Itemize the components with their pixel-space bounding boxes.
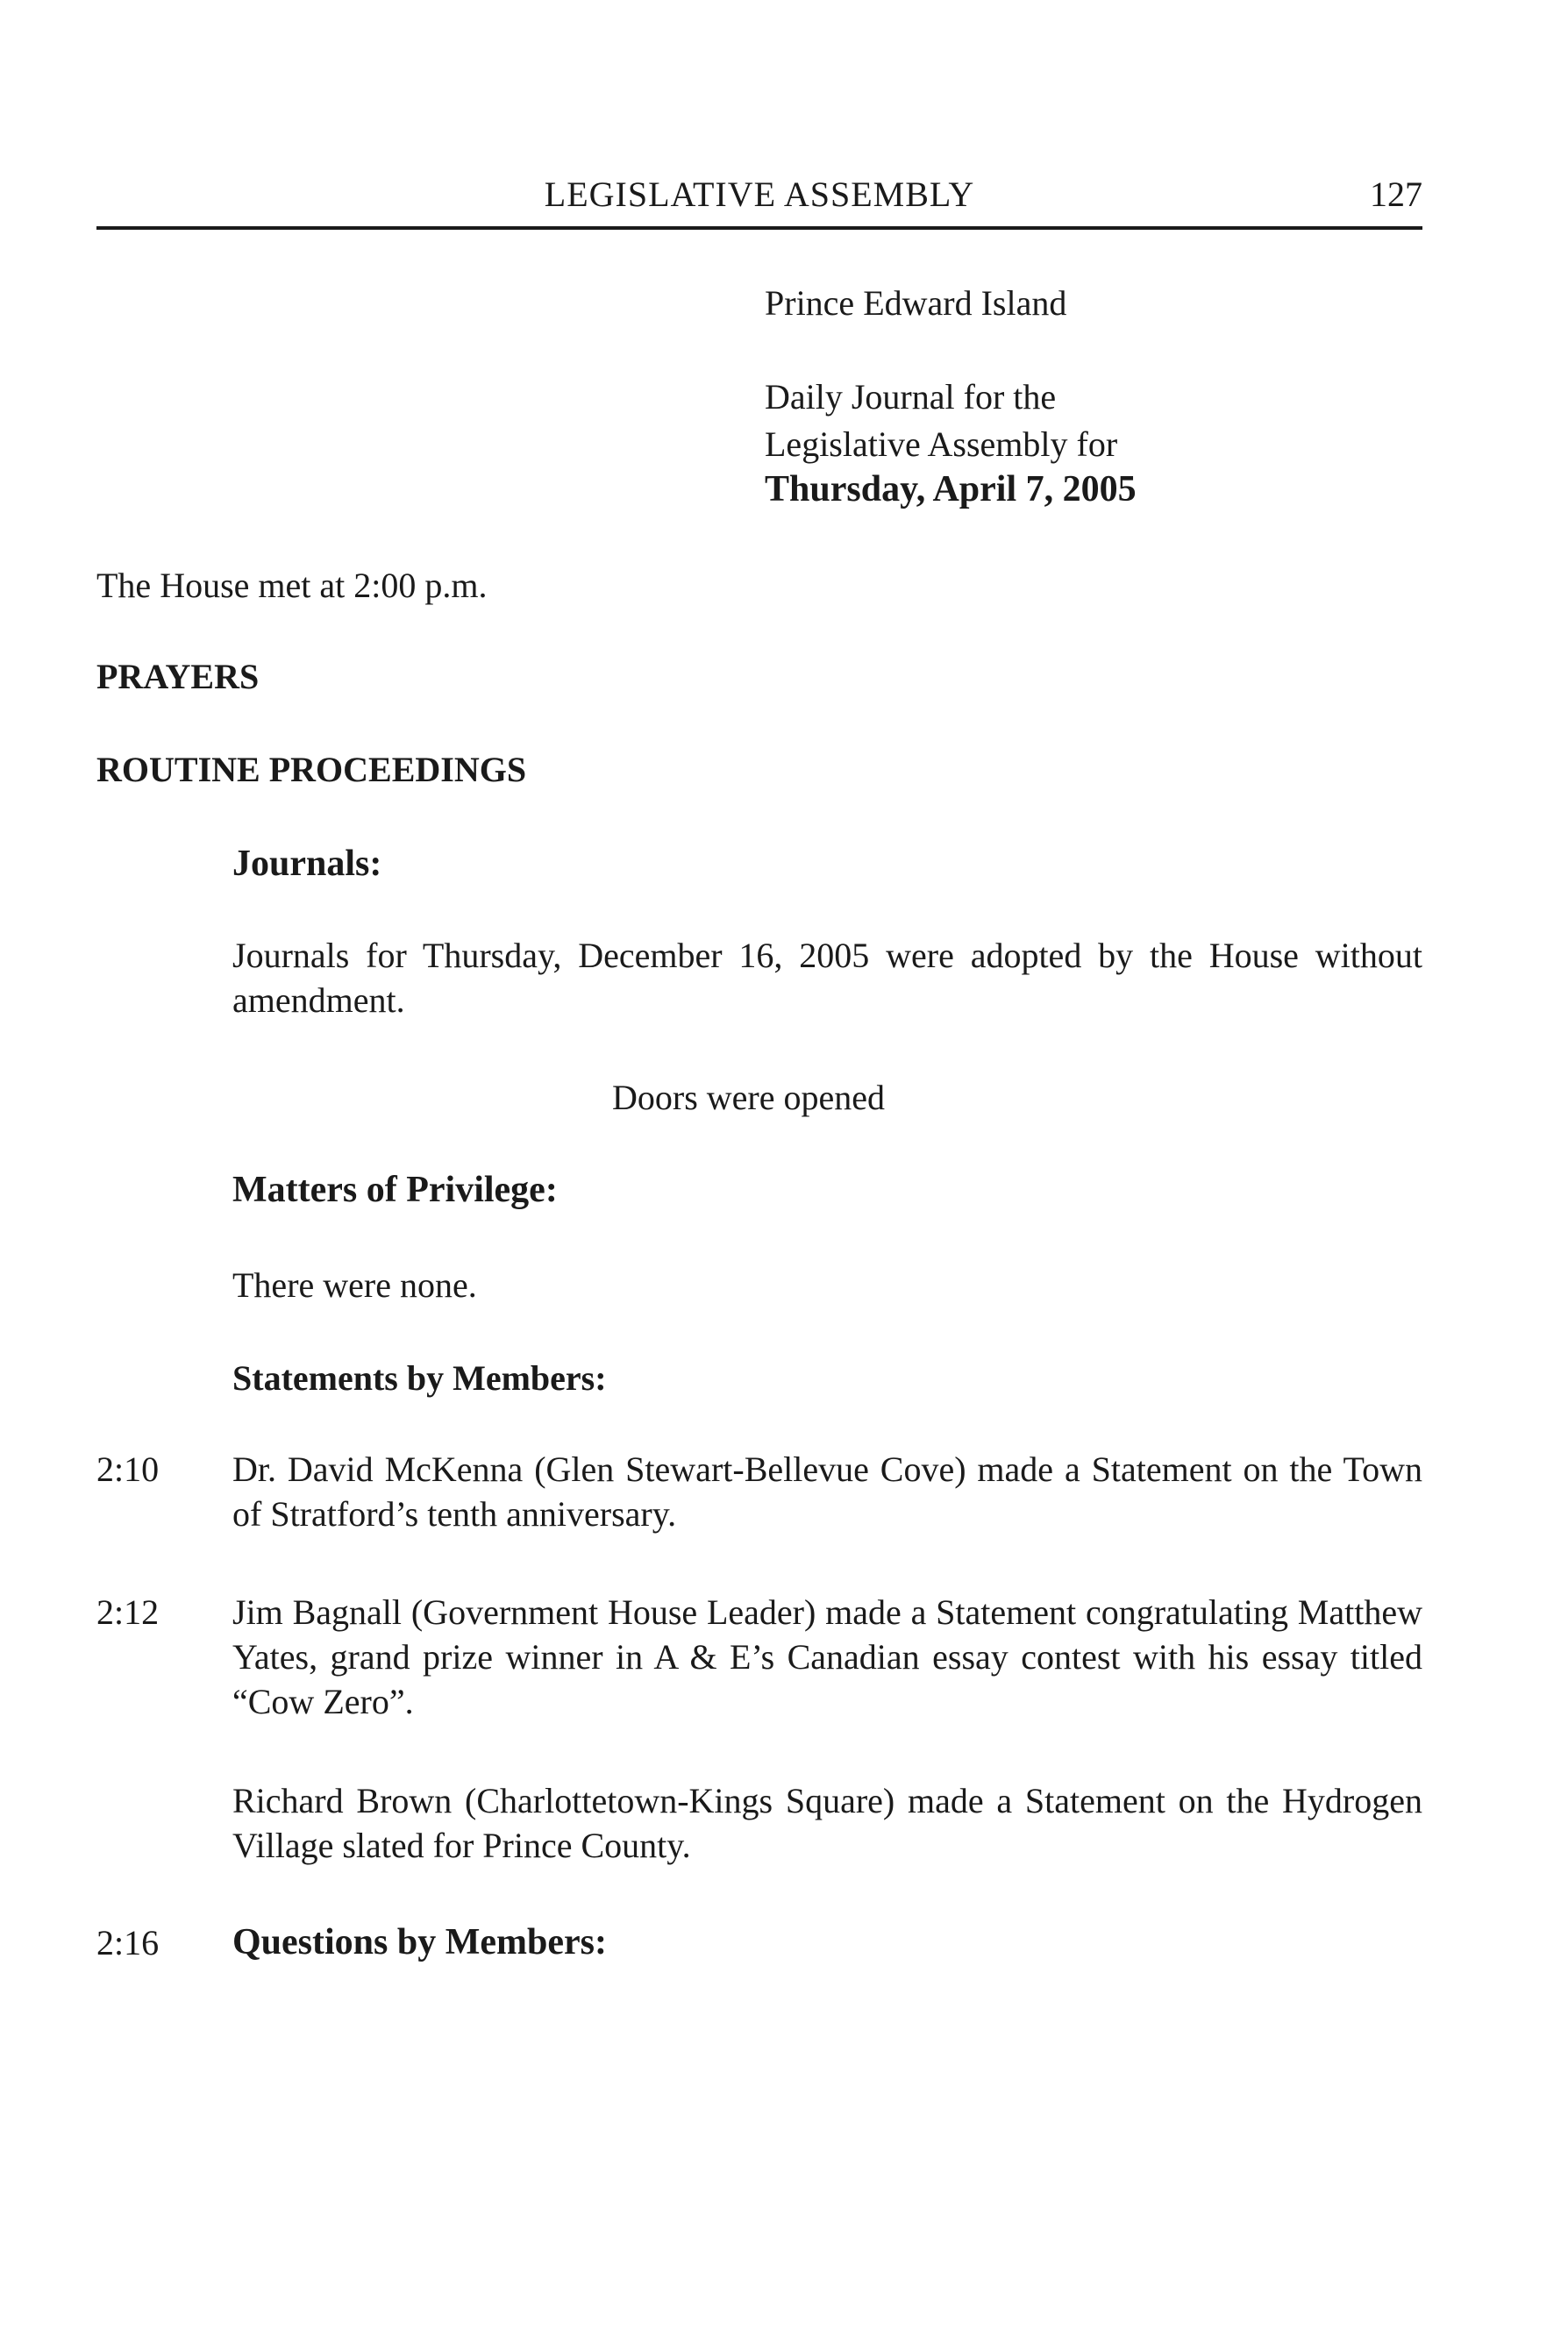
statement-text: Richard Brown (Charlottetown-Kings Square) made a Statement on the Hydrogen Village slated for Prince County. xyxy=(232,1781,1422,1865)
routine-proceedings-heading: ROUTINE PROCEEDINGS xyxy=(96,750,527,789)
province-name: Prince Edward Island xyxy=(765,283,1067,323)
statement-time: 2:12 xyxy=(96,1592,160,1632)
journal-title-line1: Daily Journal for the xyxy=(765,377,1057,417)
statement-text: Dr. David McKenna (Glen Stewart-Bellevue Cove) made a Statement on the Town of Stratford’s tenth anniversary. xyxy=(232,1449,1422,1534)
running-header xyxy=(96,174,1422,230)
questions-heading: Questions by Members: xyxy=(232,1922,607,1962)
prayers-heading: PRAYERS xyxy=(96,657,260,696)
statement-time: 2:10 xyxy=(96,1449,160,1489)
privilege-heading: Matters of Privilege: xyxy=(232,1170,558,1210)
journal-title-line2: Legislative Assembly for xyxy=(765,424,1118,464)
page-number: 127 xyxy=(1370,174,1422,214)
doors-opened-note: Doors were opened xyxy=(612,1078,885,1117)
questions-time: 2:16 xyxy=(96,1923,160,1962)
statements-heading: Statements by Members: xyxy=(232,1358,607,1398)
privilege-text: There were none. xyxy=(232,1265,477,1305)
running-title: LEGISLATIVE ASSEMBLY xyxy=(544,174,975,214)
opening-line: The House met at 2:00 p.m. xyxy=(96,566,488,605)
journals-heading: Journals: xyxy=(232,844,382,884)
statement-text: Jim Bagnall (Government House Leader) made a Statement congratulating Matthew Yates, grand prize winner in A & E’s Canadian essay contest with his essay titled “Cow Zero”. xyxy=(232,1592,1422,1721)
journal-date: Thursday, April 7, 2005 xyxy=(765,469,1137,509)
journals-text: Journals for Thursday, December 16, 2005 were adopted by the House without amendment. xyxy=(232,936,1422,1020)
